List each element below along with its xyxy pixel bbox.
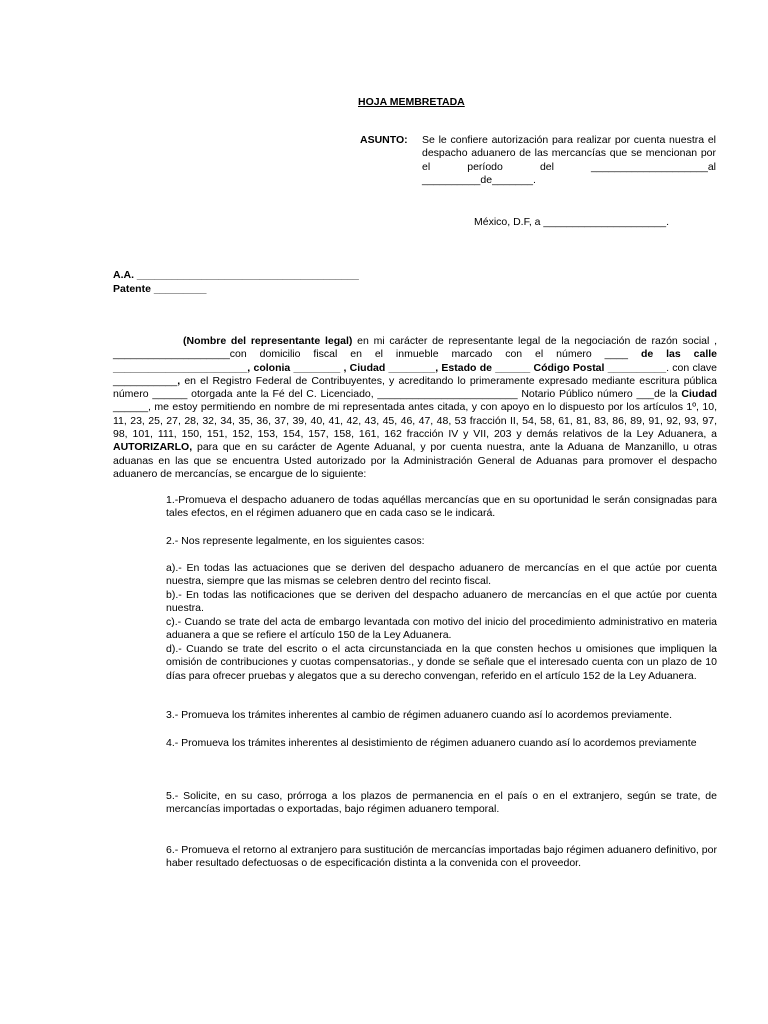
item-2d: d).- Cuando se trate del escrito o el acta circunstanciada en la que consten hechos u omisiones que impliquen la omisión de contribuciones y cuotas compensatorias., y donde se señale que el interesado cuenta con un plazo de 10 días para ofrecer pruebas y alegatos que a su derecho convengan, referido en el artículo 152 de la Ley Aduanera. bbox=[166, 643, 717, 682]
body-bold-autorizarlo: AUTORIZARLO, bbox=[113, 441, 193, 454]
body-text-3: en el Registro Federal de Contribuyentes, y acreditando lo primeramente expresado mediante escritura pública número ______ otorgada ante la Fé del C. Licenciado, ________________________ Notario Público número ___de la bbox=[113, 374, 717, 401]
representative-name-label: (Nombre del representante legal) bbox=[183, 335, 353, 347]
body-text-2: . con clave ___________ bbox=[113, 361, 717, 387]
item-2: 2.- Nos represente legalmente, en los siguientes casos: bbox=[166, 535, 425, 547]
body-bold-comma: , bbox=[177, 374, 181, 387]
item-2c: c).- Cuando se trate del acta de embargo levantada con motivo del inicio del procedimiento administrativo en materia aduanera a que se refiere el artículo 150 de la Ley Aduanera. bbox=[166, 616, 717, 642]
body-bold-ciudad: Ciudad bbox=[681, 388, 717, 401]
body-text-4: ______, me estoy permitiendo en nombre de mi representada antes citada, y con apoyo en lo dispuesto por los artículos 1º, 10, 11, 23, 25, 27, 28, 32, 34, 35, 36, 37, 39, 40, 41, 42, 43, 45, 46, 47, 48, 53 fracción II, 54, 58, 61, 81, 83, 86, 89, 91, 92, 93, 97, 98, 101, 111, 150, 151, 152, 153, 154, 157, 158, 161, 162 fracción IV y VII, 203 y demás relativos de la Ley Aduanera, a bbox=[113, 401, 717, 441]
addressee-block bbox=[113, 268, 359, 296]
patente-line: Patente _________ bbox=[113, 283, 207, 295]
item-6: 6.- Promueva el retorno al extranjero para sustitución de mercancías importadas bajo régimen aduanero definitivo, por haber resultado defectuosas o de especificación distinta a la convenida con el proveedor. bbox=[166, 844, 717, 870]
item-5: 5.- Solicite, en su caso, prórroga a los plazos de permanencia en el país o en el extranjero, según se trate, de mercancías importadas o exportadas, bajo régimen aduanero temporal. bbox=[166, 790, 717, 816]
item-3: 3.- Promueva los trámites inherentes al cambio de régimen aduanero cuando así lo acordemos previamente. bbox=[166, 709, 673, 721]
item-2a: a).- En todas las actuaciones que se deriven del despacho aduanero de mercancías en el que actúe por cuenta nuestra, siempre que las mismas se celebren dentro del recinto fiscal. bbox=[166, 562, 717, 588]
body-text-5: para que en su carácter de Agente Aduanal, y por cuenta nuestra, ante la Aduana de Manzanillo, u otras aduanas en las que se encuentra Usted autorizado por la Administración General de Aduanas para promover el despacho aduanero de mercancías, se encargue de lo siguiente: bbox=[113, 441, 717, 480]
date-line: México, D.F, a _____________________. bbox=[474, 216, 669, 228]
document-heading: HOJA MEMBRETADA bbox=[358, 96, 465, 108]
asunto-text: Se le confiere autorización para realizar por cuenta nuestra el despacho aduanero de las mercancías que se mencionan por el período del ____________________al __________de_______. bbox=[422, 134, 716, 186]
agente-aduanal-line: A.A. ______________________________________ bbox=[113, 269, 359, 281]
item-2b: b).- En todas las notificaciones que se deriven del despacho aduanero de mercancías en el que actúe por cuenta nuestra. bbox=[166, 589, 717, 615]
asunto-label: ASUNTO: bbox=[360, 134, 408, 146]
body-text-1: en mi carácter de representante legal de la negociación de razón social , ____________________con domicilio fiscal en el inmueble marcado con el número ____ bbox=[113, 335, 717, 361]
item-4: 4.- Promueva los trámites inherentes al desistimiento de régimen aduanero cuando así lo acordemos previamente bbox=[166, 737, 697, 749]
item-1: 1.-Promueva el despacho aduanero de todas aquéllas mercancías que en su oportunidad le serán consignadas para tales efectos, en el régimen aduanero que en cada caso se le indicará. bbox=[166, 494, 717, 520]
body-paragraph bbox=[113, 335, 717, 481]
body-bold-address: de las calle _______________________, colonia ________ , Ciudad ________, Estado de ______ Código Postal __________ bbox=[113, 348, 717, 374]
